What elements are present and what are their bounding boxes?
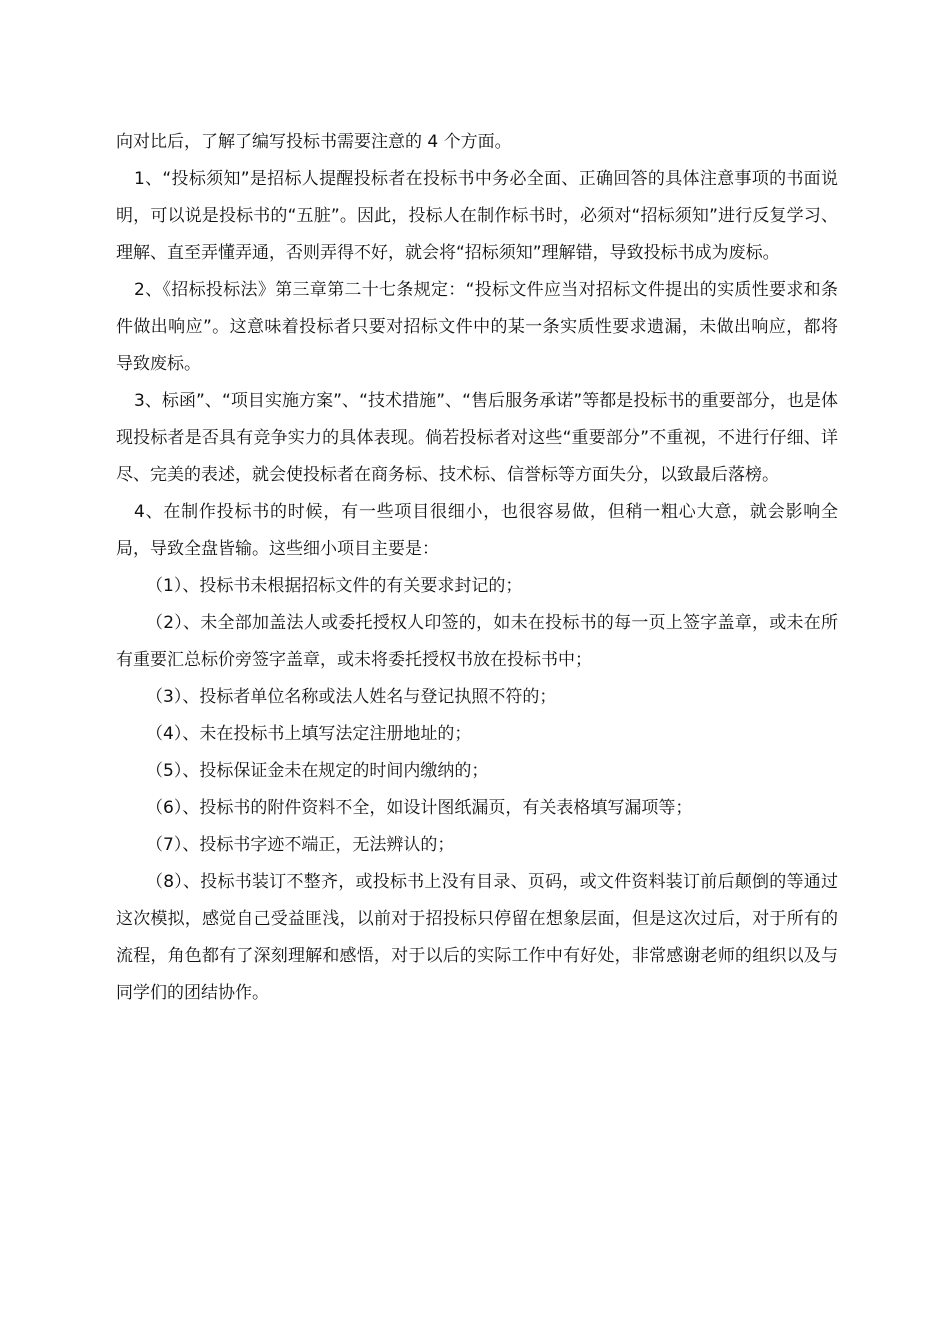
- sub-item-7: （7）、投标书字迹不端正，无法辨认的；: [146, 835, 455, 855]
- document-body: [116, 124, 838, 1012]
- paragraph-intro: 向对比后，了解了编写投标书需要注意的 4 个方面。: [116, 132, 512, 152]
- paragraph-item-1: 1、“投标须知”是招标人提醒投标者在投标书中务必全面、正确回答的具体注意事项的书面说明，可以说是投标书的“五脏”。因此，投标人在制作标书时，必须对“招标须知”进行反复学习、理解、直至弄懂弄通，否则弄得不好，就会将“招标须知”理解错，导致投标书成为废标。: [116, 169, 838, 263]
- sub-item-8: （8）、投标书装订不整齐，或投标书上没有目录、页码，或文件资料装订前后颠倒的等通过这次模拟，感觉自己受益匪浅，以前对于招投标只停留在想象层面，但是这次过后，对于所有的流程，角色都有了深刻理解和感悟，对于以后的实际工作中有好处，非常感谢老师的组织以及与同学们的团结协作。: [116, 872, 838, 1003]
- paragraph-item-3: 3、标函”、“项目实施方案”、“技术措施”、“售后服务承诺”等都是投标书的重要部分，也是体现投标者是否具有竞争实力的具体表现。倘若投标者对这些“重要部分”不重视，不进行仔细、详尽、完美的表述，就会使投标者在商务标、技术标、信誉标等方面失分，以致最后落榜。: [116, 391, 838, 485]
- sub-item-1: （1）、投标书未根据招标文件的有关要求封记的；: [146, 576, 523, 596]
- sub-item-6: （6）、投标书的附件资料不全，如设计图纸漏页，有关表格填写漏项等；: [146, 798, 693, 818]
- sub-item-5: （5）、投标保证金未在规定的时间内缴纳的；: [146, 761, 489, 781]
- sub-item-4: （4）、未在投标书上填写法定注册地址的；: [146, 724, 472, 744]
- sub-item-3: （3）、投标者单位名称或法人姓名与登记执照不符的；: [146, 687, 557, 707]
- paragraph-item-4: 4、在制作投标书的时候，有一些项目很细小，也很容易做，但稍一粗心大意，就会影响全局，导致全盘皆输。这些细小项目主要是：: [116, 502, 838, 559]
- paragraph-item-2: 2、《招标投标法》第三章第二十七条规定：“投标文件应当对招标文件提出的实质性要求和条件做出响应”。这意味着投标者只要对招标文件中的某一条实质性要求遗漏，未做出响应，都将导致废标。: [116, 280, 838, 374]
- sub-item-2: （2）、未全部加盖法人或委托授权人印签的，如未在投标书的每一页上签字盖章，或未在所有重要汇总标价旁签字盖章，或未将委托授权书放在投标书中；: [116, 613, 838, 670]
